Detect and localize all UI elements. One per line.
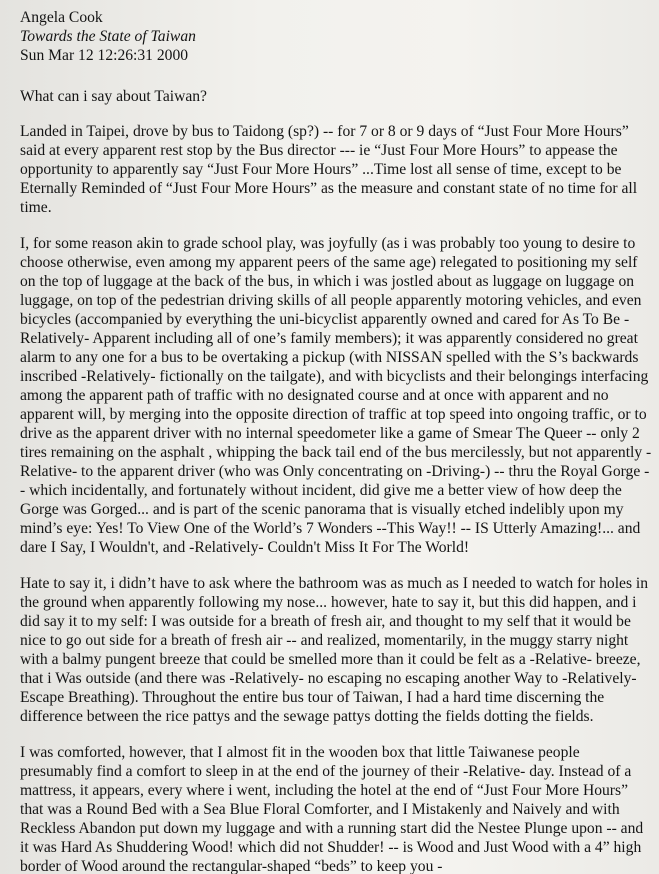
timestamp: Sun Mar 12 12:26:31 2000 bbox=[20, 47, 189, 64]
paragraph-4: I was comforted, however, that I almost fit in the wooden box that little Taiwanese people presumably find a comfort to sleep in at the end of the journey of their -Relative- day. Instead of a mattress, it appears, every where i went, including the hotel at the end of “Just Four More Hours” that was a Round Bed with a Sea Blue Floral Comforter, and I Mistakenly and Naively and with Reckless Abandon put down my luggage and with a running start did the Nestee Plunge upon -- and it was Hard As Shuddering Wood! which did not Shudder! -- is Wood and Just Wood with a 4” high border of Wood around the rectangular-shaped “beds” to keep you - bbox=[20, 744, 644, 874]
opening-question: What can i say about Taiwan? bbox=[20, 88, 207, 105]
paragraph-1: Landed in Taipei, drove by bus to Taidong (sp?) -- for 7 or 8 or 9 days of “Just Four More Hours” said at every apparent rest stop by the Bus director --- ie “Just Four More Hours” to appease the opportunity to apparently say “Just Four More Hours” ...Time lost all sense of time, except to be Eternally Reminded of “Just Four More Hours” as the measure and constant state of no time for all time. bbox=[20, 123, 638, 216]
paragraph-3: Hate to say it, i didn’t have to ask where the bathroom was as much as I needed to watch for holes in the ground when apparently following my nose... however, hate to say it, but this did happen, and i did say it to my self: I was outside for a breath of fresh air, and thought to my self that it would be nice to go out side for a breath of fresh air -- and realized, momentarily, in the muggy starry night with a balmy pungent breeze that could be smelled more than it could be felt as a -Relative- breeze, that i Was outside (and there was -Relatively- no escaping no escaping another Way to -Relatively- Escape Breathing). Throughout the entire bus tour of Taiwan, I had a hard time discerning the difference between the rice pattys and the sewage pattys dotting the fields dotting the fields. bbox=[20, 575, 649, 725]
author-name: Angela Cook bbox=[20, 9, 103, 26]
document-body bbox=[20, 8, 652, 874]
paragraph-2: I, for some reason akin to grade school play, was joyfully (as i was probably too young to desire to choose otherwise, even among my apparent peers of the same age) relegated to positioning my self on the top of luggage at the back of the bus, in which i was jostled about as luggage on luggage on luggage, on top of the pedestrian driving skills of all people apparently motoring vehicles, and even bicycles (accompanied by everything the uni-bicyclist apparently owned and cared for As To Be -Relatively- Apparent including all of one’s family members); it was apparently considered no great alarm to any one for a bus to be overtaking a pickup (with NISSAN spelled with the S’s backwards inscribed -Relatively- fictionally on the tailgate), and with bicyclists and their belongings interfacing among the apparent path of traffic with no designated course and at once with apparent and no apparent will, by merging into the opposite direction of traffic at top speed into ongoing traffic, or to drive as the apparent driver with no internal speedometer like a game of Smear The Queer -- only 2 tires remaining on the asphalt , whipping the back tail end of the bus mercilessly, but not apparently -Relative- to the apparent driver (who was Only concentrating on -Driving-) -- thru the Royal Gorge -- which incidentally, and fortunately without incident, did give me a better view of how deep the Gorge was Gorged... and is part of the scenic panorama that is visually etched indelibly upon my mind’s eye: Yes! To View One of the World’s 7 Wonders --This Way!! -- IS Utterly Amazing!... and dare I Say, I Wouldn't, and -Relatively- Couldn't Miss It For The World! bbox=[20, 235, 652, 556]
document-title: Towards the State of Taiwan bbox=[20, 28, 196, 45]
